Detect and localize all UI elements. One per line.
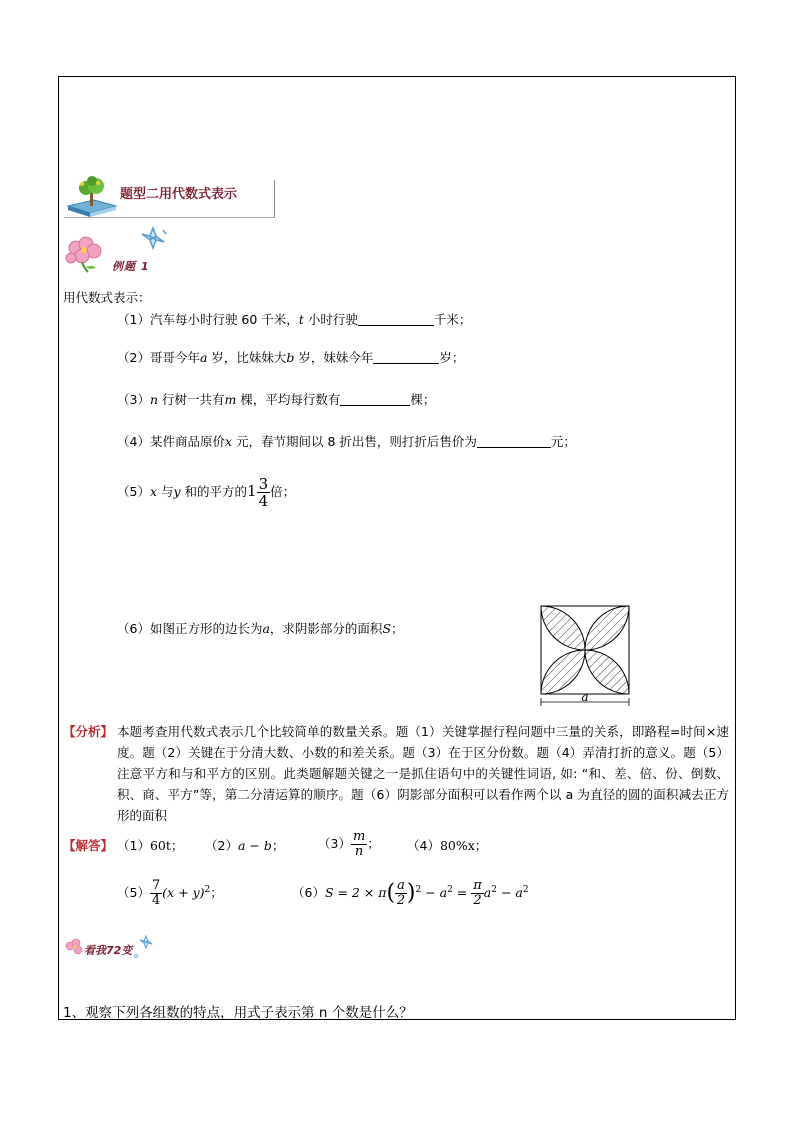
question-text: 倍； <box>270 484 296 499</box>
answer-expression: 60t <box>149 838 171 853</box>
flower-icon <box>62 234 110 274</box>
fraction <box>150 879 162 909</box>
math-variable: n <box>149 392 159 407</box>
math-variable: S <box>382 621 392 636</box>
answer-number: （5） <box>117 885 150 901</box>
question-1 <box>117 310 471 328</box>
answer-number: （6） <box>292 885 325 901</box>
fraction-numerator: 3 <box>258 474 269 493</box>
question-number: （6） <box>117 621 150 636</box>
question-number: （4） <box>117 434 150 449</box>
question-number: （1） <box>117 312 150 327</box>
math-variable: m <box>224 392 237 407</box>
fraction-denominator: 4 <box>258 492 269 510</box>
question-3 <box>117 390 435 408</box>
answer-1 <box>117 836 183 854</box>
mixed-number-whole: 1 <box>247 482 257 500</box>
question-text: 和的平方的 <box>180 484 248 499</box>
question-4 <box>117 432 576 450</box>
book-tree-icon <box>64 176 120 218</box>
equals-sign: = <box>452 885 472 901</box>
answer-expression: 80%x <box>439 838 475 853</box>
math-variable: a <box>199 350 208 365</box>
practice-title: 看我72变 <box>84 944 133 957</box>
question-text: 哥哥今年 <box>149 350 200 365</box>
intro-text: 用代数式表示： <box>63 290 151 305</box>
exponent: 2 <box>204 885 211 895</box>
answer-blank[interactable] <box>477 435 551 448</box>
answer-blank[interactable] <box>340 393 410 406</box>
question-text: ； <box>391 621 404 636</box>
answer-separator: ； <box>367 836 380 851</box>
answer-expression: a <box>483 885 492 901</box>
answer-number: （3） <box>318 836 351 851</box>
banner-divider <box>274 180 275 218</box>
answer-separator: ； <box>474 838 488 853</box>
math-variable: y <box>173 484 181 499</box>
question-text: 棵，平均每行数有 <box>236 392 341 407</box>
answer-2 <box>205 836 284 854</box>
question-text: 千米； <box>433 312 472 327</box>
answer-separator: ； <box>170 838 184 853</box>
question-number: （2） <box>117 350 150 365</box>
answer-expression: S = 2 × π <box>324 885 387 901</box>
answer-label: 【解答】 <box>63 838 114 853</box>
answer-blank[interactable] <box>373 351 439 364</box>
fraction <box>395 879 407 909</box>
exponent: 2 <box>522 885 529 895</box>
fraction <box>471 879 484 909</box>
question-text: 岁； <box>439 350 465 365</box>
answer-expression: (x + y) <box>162 885 205 901</box>
answer-expression: a − b <box>237 838 272 853</box>
question-text: 如图正方形的边长为 <box>149 621 263 636</box>
math-variable: t <box>298 312 304 327</box>
math-variable: a <box>262 621 270 636</box>
question-number: （3） <box>117 392 150 407</box>
square-leaf-figure <box>536 602 634 712</box>
fraction <box>257 476 271 510</box>
answer-4 <box>407 836 487 854</box>
fraction-denominator: 4 <box>151 893 161 909</box>
section-title: 题型二用代数式表示 <box>120 187 238 202</box>
math-variable: x <box>224 434 233 449</box>
fraction-numerator: π <box>473 877 482 893</box>
fraction-denominator: 2 <box>396 893 406 909</box>
question-text: 某件商品原价 <box>149 434 225 449</box>
exponent: 2 <box>447 885 453 895</box>
answer-separator: ； <box>271 838 285 853</box>
question-text: 岁，比妹妹大 <box>207 350 287 365</box>
question-text: ，求阴影部分的面积 <box>269 621 383 636</box>
example-title: 例题 1 <box>112 260 150 273</box>
question-5 <box>117 473 295 510</box>
fraction <box>351 830 367 860</box>
answer-expression: − a <box>421 885 448 901</box>
fraction-numerator: m <box>352 828 366 844</box>
answer-number: （4） <box>407 838 440 853</box>
answer-separator: ； <box>210 885 223 901</box>
question-2 <box>117 348 464 366</box>
fraction-denominator: 2 <box>473 893 482 909</box>
answer-5 <box>117 872 223 911</box>
snowflake-icon <box>138 226 168 250</box>
question-text: 小时行驶 <box>303 312 358 327</box>
answer-6: （6）S = 2 × π( $\frac{a}{2}$ )$^2 - a^2$ = $\frac{\pi}{2}$ $a^2 - a^2$ <box>292 877 529 909</box>
question-text: 岁，妹妹今年 <box>294 350 374 365</box>
fraction-numerator: 7 <box>151 877 161 893</box>
analysis-text: 本题考查用代数式表示几个比较简单的数量关系。题（1）关键掌握行程问题中三量的关系，即路程=时间×速度。题（2）关键在于分清大数、小数的和差关系。题（3）在于区分份数。题（4）弄清打折的意义。题（5）注意平方和与和平方的区别。此类题解题关键之一是抓住语句中的关键性词语, 如: “和、差、倍、份、倒数、积、商、平方”等，第二分清运算的顺序。题（6）阴影部分面积可以看作两个以 a 为直径的圆的面积减去正方形的面积 <box>117 724 729 823</box>
banner-underline <box>64 217 275 218</box>
answer-number: （1） <box>117 838 150 853</box>
practice-question-1: 1、观察下列各组数的特点，用式子表示第 n 个数是什么？ <box>63 1005 413 1021</box>
math-variable: b <box>286 350 295 365</box>
figure-label-a: a <box>581 690 589 704</box>
question-text: 行树一共有 <box>158 392 225 407</box>
fraction-denominator: n <box>354 844 364 859</box>
exponent: 2 <box>491 885 497 895</box>
question-text: 元； <box>550 434 576 449</box>
answer-expression: − a <box>496 885 523 901</box>
fraction-numerator: a <box>397 877 405 893</box>
analysis-label: 【分析】 <box>63 724 114 739</box>
answer-blank[interactable] <box>358 313 434 326</box>
question-text: 棵； <box>410 392 436 407</box>
math-variable: x <box>149 484 158 499</box>
exponent: 2 <box>415 885 422 895</box>
question-6 <box>117 619 404 637</box>
answer-3 <box>318 826 380 862</box>
question-text: 与 <box>157 484 174 499</box>
answer-number: （2） <box>205 838 238 853</box>
question-text: 汽车每小时行驶 60 千米， <box>149 312 299 327</box>
question-number: （5） <box>117 484 150 499</box>
question-text: 元，春节期间以 8 折出售，则打折后售价为 <box>232 434 477 449</box>
